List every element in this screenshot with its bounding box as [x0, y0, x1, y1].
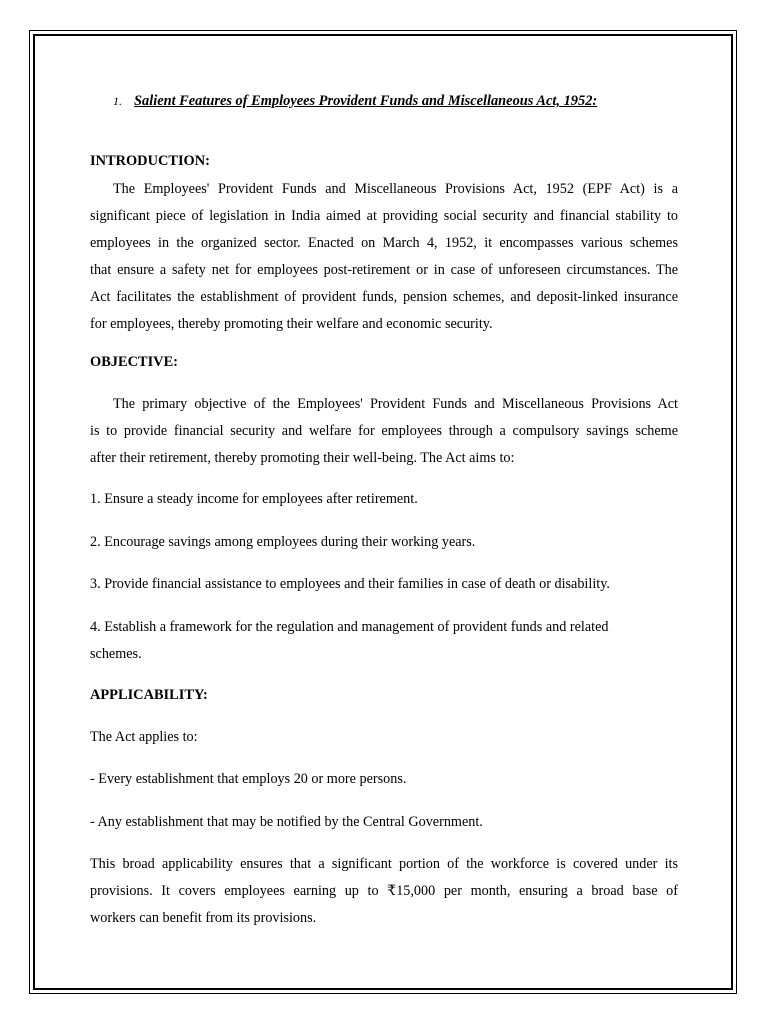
objective-line: The primary objective of the Employees' Provident Funds and Miscellaneous Provisions Act: [113, 396, 678, 412]
applicability-item: - Any establishment that may be notified by the Central Government.: [90, 814, 483, 830]
objective-line: after their retirement, thereby promoting their well-being. The Act aims to:: [90, 450, 515, 466]
objective-item: 1. Ensure a steady income for employees after retirement.: [90, 491, 418, 507]
introduction-heading: INTRODUCTION:: [90, 153, 210, 169]
applicability-line: This broad applicability ensures that a significant portion of the workforce is covered under its: [90, 856, 678, 872]
objective-item: 3. Provide financial assistance to employees and their families in case of death or disability.: [90, 576, 610, 592]
applicability-intro: The Act applies to:: [90, 729, 198, 745]
introduction-line: Act facilitates the establishment of provident funds, pension schemes, and deposit-linked insurance: [90, 289, 678, 305]
objective-item: schemes.: [90, 646, 142, 662]
introduction-line: employees in the organized sector. Enacted on March 4, 1952, it encompasses various schemes: [90, 235, 678, 251]
applicability-line: provisions. It covers employees earning up to ₹15,000 per month, ensuring a broad base of: [90, 883, 678, 899]
title-number: 1.: [113, 94, 122, 108]
applicability-line: workers can benefit from its provisions.: [90, 910, 317, 926]
objective-item: 4. Establish a framework for the regulation and management of provident funds and related: [90, 619, 609, 635]
objective-heading: OBJECTIVE:: [90, 354, 178, 370]
applicability-heading: APPLICABILITY:: [90, 687, 208, 703]
introduction-line: for employees, thereby promoting their welfare and economic security.: [90, 316, 493, 332]
objective-item: 2. Encourage savings among employees during their working years.: [90, 534, 476, 550]
objective-line: is to provide financial security and welfare for employees through a compulsory savings scheme: [90, 423, 678, 439]
applicability-item: - Every establishment that employs 20 or more persons.: [90, 771, 407, 787]
introduction-line: The Employees' Provident Funds and Miscellaneous Provisions Act, 1952 (EPF Act) is a: [113, 181, 678, 197]
document-title: [113, 93, 597, 110]
introduction-line: that ensure a safety net for employees post-retirement or in case of unforeseen circumstances. The: [90, 262, 678, 278]
page-border-inner: [33, 34, 733, 990]
introduction-line: significant piece of legislation in India aimed at providing social security and financial stability to: [90, 208, 678, 224]
title-text: Salient Features of Employees Provident Funds and Miscellaneous Act, 1952:: [134, 93, 598, 109]
